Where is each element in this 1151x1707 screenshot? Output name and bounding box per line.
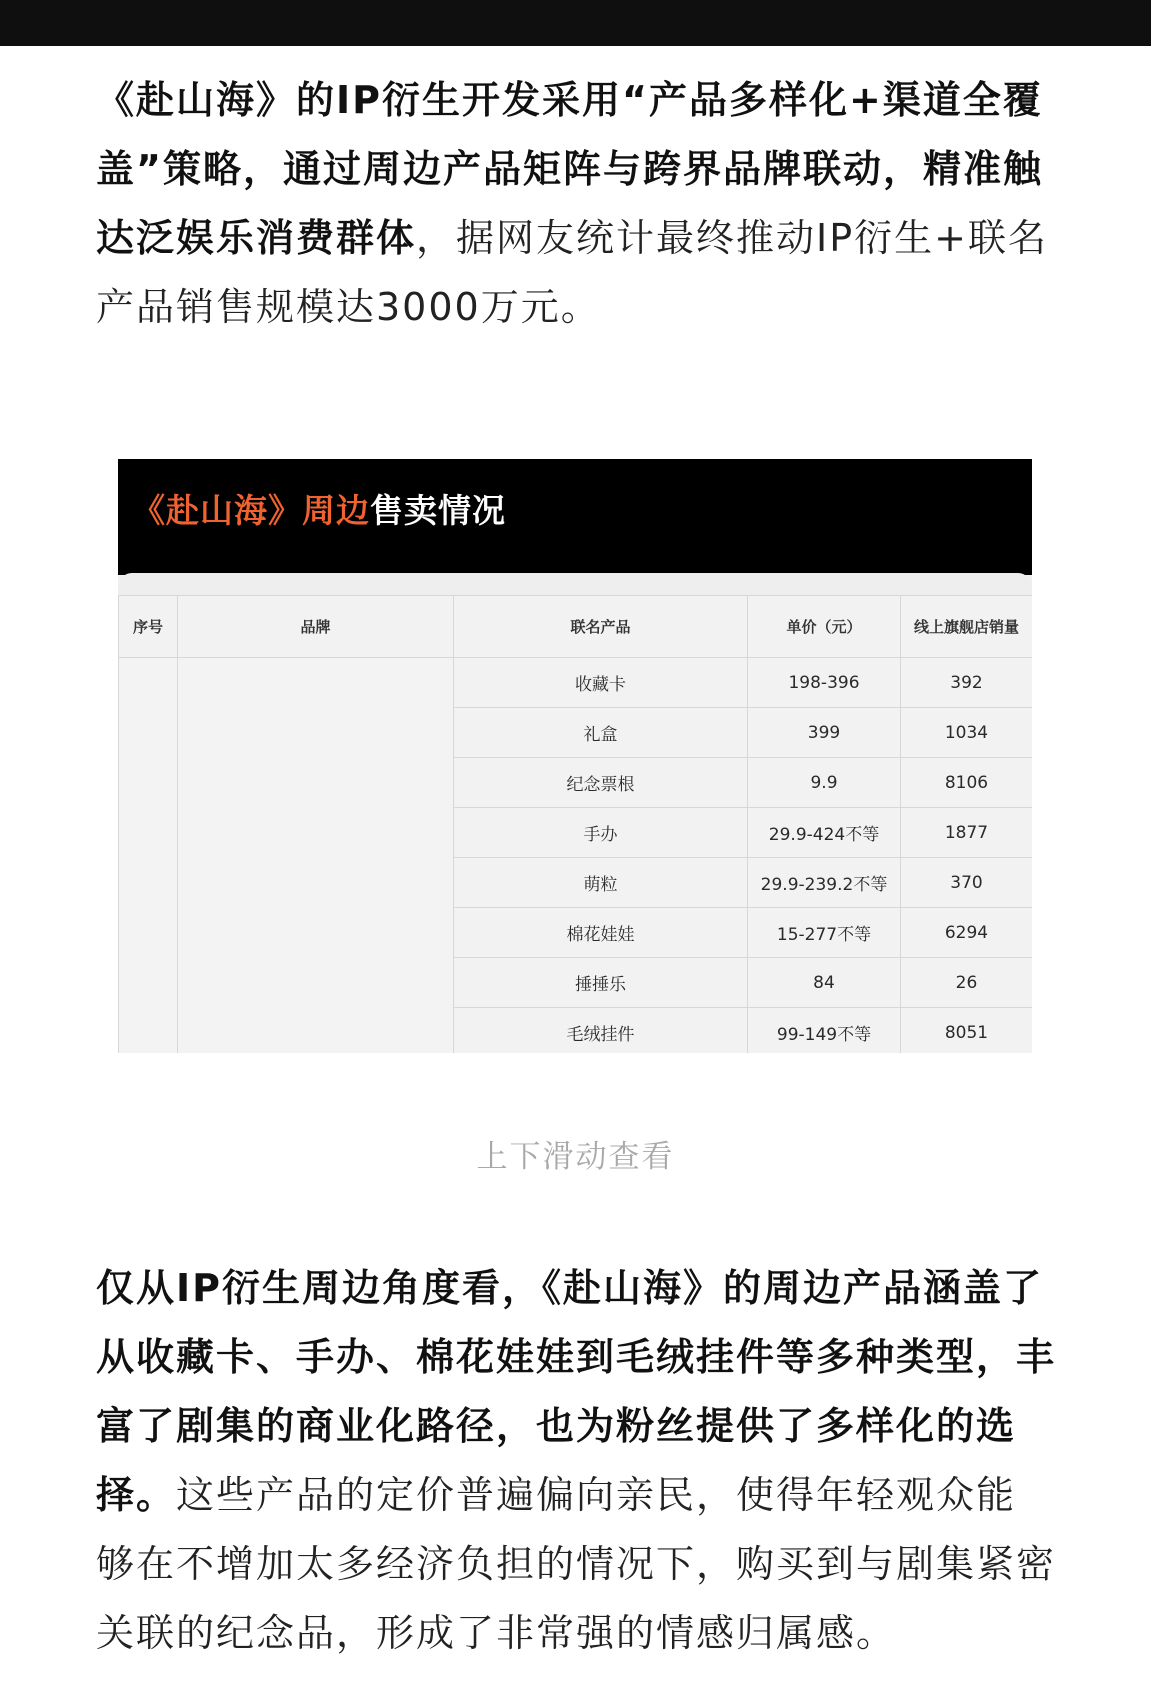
price-cell: 84	[748, 958, 901, 1008]
figure-title	[132, 485, 506, 532]
price-cell: 15-277不等	[748, 908, 901, 958]
product-cell: 手办	[454, 808, 748, 858]
product-cell: 收藏卡	[454, 658, 748, 708]
product-cell: 纪念票根	[454, 758, 748, 808]
merch-sales-table	[118, 595, 1032, 1053]
brand-cell	[178, 658, 454, 1054]
product-cell: 棉花娃娃	[454, 908, 748, 958]
sales-cell: 1034	[901, 708, 1033, 758]
figure-header	[118, 459, 1032, 575]
intro-bold-text: 《赴山海》的IP衍生开发采用“产品多样化+渠道全覆盖”策略，通过周边产品矩阵与跨界品牌联动，精准触达泛娱乐消费群体	[96, 78, 1043, 260]
product-cell: 毛绒挂件	[454, 1008, 748, 1054]
column-header-price: 单价（元）	[748, 596, 901, 658]
price-cell: 399	[748, 708, 901, 758]
merch-sales-figure	[118, 459, 1032, 1053]
sales-cell: 8106	[901, 758, 1033, 808]
sales-cell: 370	[901, 858, 1033, 908]
column-header-product: 联名产品	[454, 596, 748, 658]
sales-cell: 26	[901, 958, 1033, 1008]
index-cell	[119, 658, 178, 1054]
figure-title-white: 售卖情况	[370, 491, 506, 530]
sales-cell: 8051	[901, 1008, 1033, 1054]
column-header-brand: 品牌	[178, 596, 454, 658]
product-cell: 礼盒	[454, 708, 748, 758]
column-header-sales: 线上旗舰店销量	[901, 596, 1033, 658]
price-cell: 9.9	[748, 758, 901, 808]
sales-cell: 6294	[901, 908, 1033, 958]
intro-paragraph	[96, 66, 1056, 342]
price-cell: 99-149不等	[748, 1008, 901, 1054]
intro-normal-text: ，据网友统计最终推动IP衍生+联名产品销售规模达3000万元。	[96, 216, 1048, 329]
analysis-bold-text: 仅从IP衍生周边角度看，《赴山海》的周边产品涵盖了从收藏卡、手办、棉花娃娃到毛绒挂件等多种类型，丰富了剧集的商业化路径，也为粉丝提供了多样化的选择。	[96, 1266, 1057, 1517]
table-row	[119, 658, 1033, 708]
price-cell: 29.9-239.2不等	[748, 858, 901, 908]
price-cell: 29.9-424不等	[748, 808, 901, 858]
sales-cell: 1877	[901, 808, 1033, 858]
column-header-index: 序号	[119, 596, 178, 658]
analysis-paragraph	[96, 1254, 1056, 1668]
price-cell: 198-396	[748, 658, 901, 708]
top-status-bar	[0, 0, 1151, 46]
analysis-normal-text: 这些产品的定价普遍偏向亲民，使得年轻观众能够在不增加太多经济负担的情况下，购买到与剧集紧密关联的纪念品，形成了非常强的情感归属感。	[96, 1473, 1057, 1655]
scroll-hint-caption: 上下滑动查看	[476, 1139, 675, 1175]
product-cell: 捶捶乐	[454, 958, 748, 1008]
table-header-row	[119, 596, 1033, 658]
sales-cell: 392	[901, 658, 1033, 708]
product-cell: 萌粒	[454, 858, 748, 908]
figure-title-orange: 《赴山海》周边	[132, 491, 370, 530]
